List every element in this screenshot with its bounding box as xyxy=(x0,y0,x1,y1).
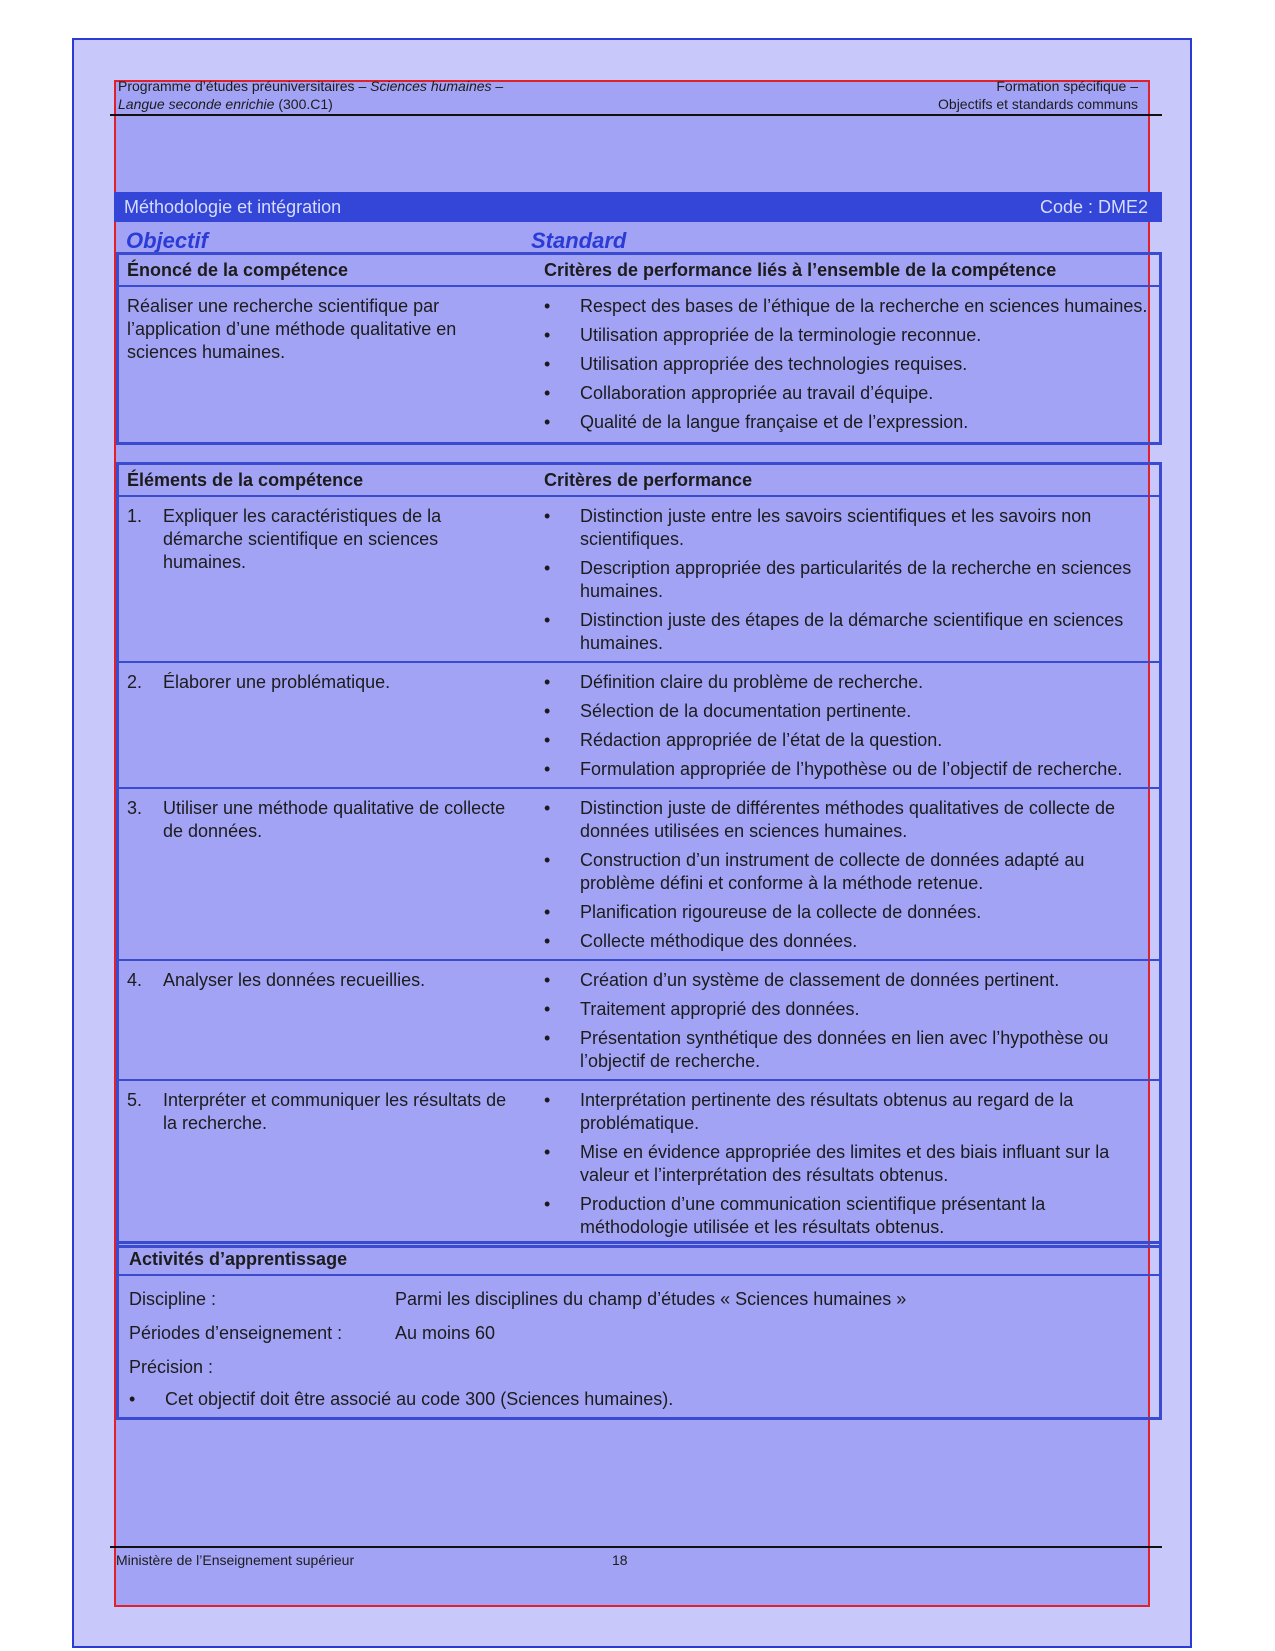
precision-label: Précision : xyxy=(129,1356,214,1377)
objectif-standard-row xyxy=(126,228,1148,254)
section-code: Code : DME2 xyxy=(1039,196,1148,217)
criteria-heading: Critères de performance xyxy=(544,469,753,490)
element-number: 5. xyxy=(127,1090,143,1110)
element-row xyxy=(119,789,1159,961)
element-item xyxy=(123,797,524,843)
header-rule xyxy=(110,114,1162,116)
element-row xyxy=(119,961,1159,1081)
global-criterion: • Utilisation appropriée de la terminologie reconnue. xyxy=(544,324,1151,347)
elements-heading: Éléments de la compétence xyxy=(127,469,364,490)
page-number: 18 xyxy=(612,1552,628,1568)
section-title: Méthodologie et intégration xyxy=(124,196,342,217)
performance-criterion: • Distinction juste entre les savoirs scientifiques et les savoirs non scientifiques. xyxy=(544,505,1151,551)
footer-ministry: Ministère de l’Enseignement supérieur xyxy=(116,1552,355,1568)
performance-criterion: • Rédaction appropriée de l’état de la question. xyxy=(544,729,1151,752)
page-footer xyxy=(116,1552,1148,1568)
running-header-line2 xyxy=(118,96,1138,112)
performance-criterion: • Distinction juste des étapes de la démarche scientifique en sciences humaines. xyxy=(544,609,1151,655)
element-criteria-list xyxy=(544,797,1151,953)
performance-criterion: • Création d’un système de classement de données pertinent. xyxy=(544,969,1151,992)
element-number: 3. xyxy=(127,798,143,818)
standard-label: Standard xyxy=(531,228,627,253)
performance-criterion: • Formulation appropriée de l’hypothèse ou de l’objectif de recherche. xyxy=(544,758,1151,781)
global-criterion: • Qualité de la langue française et de l’expression. xyxy=(544,411,1151,434)
element-criteria-list xyxy=(544,969,1151,1073)
elements-table xyxy=(116,462,1162,1248)
discipline-value: Parmi les disciplines du champ d’études « Sciences humaines » xyxy=(395,1288,907,1309)
element-item xyxy=(123,671,524,694)
global-criteria-list xyxy=(544,295,1151,434)
global-criterion: • Utilisation appropriée des technologies requises. xyxy=(544,353,1151,376)
activities-table xyxy=(116,1241,1162,1420)
precision-line xyxy=(129,1350,1149,1384)
element-number: 1. xyxy=(127,506,143,526)
performance-criterion: • Définition claire du problème de recherche. xyxy=(544,671,1151,694)
document-page xyxy=(72,38,1192,1648)
element-text: Élaborer une problématique. xyxy=(163,672,391,692)
performance-criterion: • Production d’une communication scientifique présentant la méthodologie utilisée et les résultats obtenus. xyxy=(544,1193,1151,1239)
performance-criterion: • Distinction juste de différentes méthodes qualitatives de collecte de données utilisées en sciences humaines. xyxy=(544,797,1151,843)
precision-item: • Cet objectif doit être associé au code 300 (Sciences humaines). xyxy=(129,1388,1149,1411)
periods-label: Périodes d’enseignement : xyxy=(129,1322,343,1343)
page-content xyxy=(114,80,1150,1607)
objectif-label: Objectif xyxy=(126,228,208,253)
element-criteria-list xyxy=(544,505,1151,655)
element-text: Analyser les données recueillies. xyxy=(163,970,426,990)
precision-list xyxy=(129,1388,1149,1411)
header-language: Langue seconde enrichie (300.C1) xyxy=(118,96,333,112)
element-item xyxy=(123,505,524,574)
activities-title: Activités d’apprentissage xyxy=(119,1244,1159,1276)
performance-criterion: • Description appropriée des particularités de la recherche en sciences humaines. xyxy=(544,557,1151,603)
header-program: Programme d’études préuniversitaires – Sciences humaines – xyxy=(118,78,504,94)
discipline-line xyxy=(129,1282,1149,1316)
element-text: Interpréter et communiquer les résultats de la recherche. xyxy=(163,1090,507,1133)
performance-criterion: • Interprétation pertinente des résultats obtenus au regard de la problématique. xyxy=(544,1089,1151,1135)
elements-table-header xyxy=(119,465,1159,497)
global-criterion: • Collaboration appropriée au travail d’équipe. xyxy=(544,382,1151,405)
competence-heading: Énoncé de la compétence xyxy=(127,259,349,280)
element-number: 2. xyxy=(127,672,143,692)
competence-table-header xyxy=(119,255,1159,287)
activities-body xyxy=(119,1276,1159,1417)
competence-statement: Réaliser une recherche scientifique par l’application d’une méthode qualitative en sciences humaines. xyxy=(127,296,457,362)
element-text: Expliquer les caractéristiques de la démarche scientifique en sciences humaines. xyxy=(163,506,442,572)
section-title-bar xyxy=(114,192,1162,222)
performance-criterion: • Sélection de la documentation pertinente. xyxy=(544,700,1151,723)
competence-table xyxy=(116,252,1162,445)
header-objectives: Objectifs et standards communs xyxy=(938,96,1138,112)
performance-criterion: • Construction d’un instrument de collecte de données adapté au problème défini et conforme à la méthode retenue. xyxy=(544,849,1151,895)
performance-criterion: • Traitement approprié des données. xyxy=(544,998,1151,1021)
element-row xyxy=(119,497,1159,663)
element-criteria-list xyxy=(544,671,1151,781)
element-criteria-list xyxy=(544,1089,1151,1239)
performance-criterion: • Mise en évidence appropriée des limites et des biais influant sur la valeur et l’interprétation des résultats obtenus. xyxy=(544,1141,1151,1187)
header-formation: Formation spécifique – xyxy=(996,78,1138,94)
element-text: Utiliser une méthode qualitative de collecte de données. xyxy=(163,798,506,841)
element-item xyxy=(123,1089,524,1135)
element-number: 4. xyxy=(127,970,143,990)
global-criterion: • Respect des bases de l’éthique de la recherche en sciences humaines. xyxy=(544,295,1151,318)
periods-value: Au moins 60 xyxy=(395,1322,496,1343)
performance-criterion: • Planification rigoureuse de la collecte de données. xyxy=(544,901,1151,924)
periods-line xyxy=(129,1316,1149,1350)
element-item xyxy=(123,969,524,992)
global-criteria-heading: Critères de performance liés à l’ensemble de la compétence xyxy=(544,259,1057,280)
element-row xyxy=(119,663,1159,789)
footer-rule xyxy=(110,1546,1162,1548)
performance-criterion: • Présentation synthétique des données en lien avec l’hypothèse ou l’objectif de recherche. xyxy=(544,1027,1151,1073)
competence-row xyxy=(119,287,1159,442)
performance-criterion: • Collecte méthodique des données. xyxy=(544,930,1151,953)
discipline-label: Discipline : xyxy=(129,1288,217,1309)
element-row xyxy=(119,1081,1159,1245)
running-header-line1 xyxy=(118,78,1138,94)
